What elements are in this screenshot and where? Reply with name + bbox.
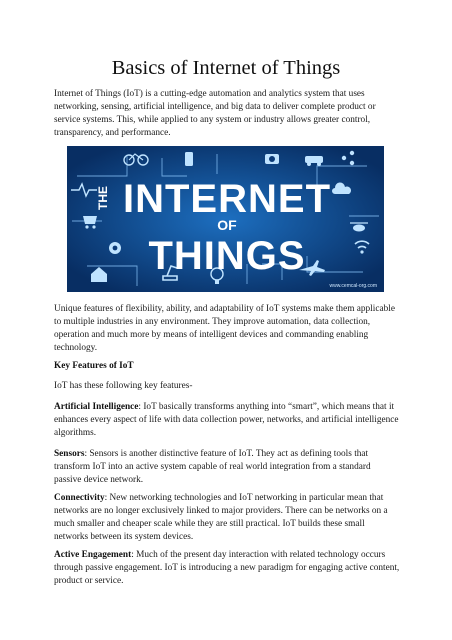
- feature-item: [54, 549, 400, 588]
- iot-banner-image: [67, 146, 384, 292]
- banner-word-internet: INTERNET: [123, 177, 331, 221]
- feature-term: Active Engagement: [54, 550, 132, 560]
- feature-item: [54, 492, 400, 544]
- feature-term: Sensors: [54, 449, 85, 459]
- banner-watermark: www.cemcal-org.com: [329, 283, 377, 289]
- feature-description: : Much of the present day interaction with related technology occurs through passive engagement. IoT is introducing a new paradigm for engaging active content, product or service.: [54, 550, 400, 586]
- banner-word-things: THINGS: [148, 234, 306, 278]
- gear-icon: [109, 242, 121, 254]
- intro-paragraph: Internet of Things (IoT) is a cutting-edge automation and analytics system that uses networking, sensing, artificial intelligence, and big data to deliver complete product or service systems. This, while applied to any system or industry allows greater control, transparency, and performance.: [54, 89, 376, 138]
- key-features-heading-text: Key Features of IoT: [54, 361, 134, 371]
- key-features-heading: [54, 360, 400, 373]
- phone-icon: [185, 152, 193, 166]
- feature-term: Connectivity: [54, 493, 105, 503]
- camera-icon: [265, 154, 279, 164]
- feature-description: : IoT basically transforms anything into “smart”, which means that it enhances every aspect of life with data collection power, networks, and artificial intelligence algorithms.: [54, 402, 399, 438]
- banner-word-of: OF: [217, 217, 237, 233]
- feature-item: [54, 401, 400, 440]
- iot-banner-graphic: [67, 146, 384, 292]
- feature-item: [54, 448, 400, 487]
- page-title: Basics of Internet of Things: [111, 57, 341, 79]
- features-intro-paragraph: Unique features of flexibility, ability, and adaptability of IoT systems make them applicable to multiple industries in any environment. They improve automation, data collection, operation and much more by means of intelligent devices and commanding enabling technology.: [54, 304, 395, 353]
- feature-term: Artificial Intelligence: [54, 402, 139, 412]
- banner-word-the: THE: [96, 186, 110, 210]
- key-features-lead: IoT has these following key features-: [54, 381, 193, 391]
- feature-description: : Sensors is another distinctive feature of IoT. They act as defining tools that transform IoT into an active system capable of real world integration from a standard passive device network.: [54, 449, 371, 485]
- feature-description: : New networking technologies and IoT networking in particular mean that networks are no longer exclusively linked to major providers. There can be networks on a much smaller and cheaper scale while they are still practical. IoT builds these small networks between its system devices.: [54, 493, 388, 542]
